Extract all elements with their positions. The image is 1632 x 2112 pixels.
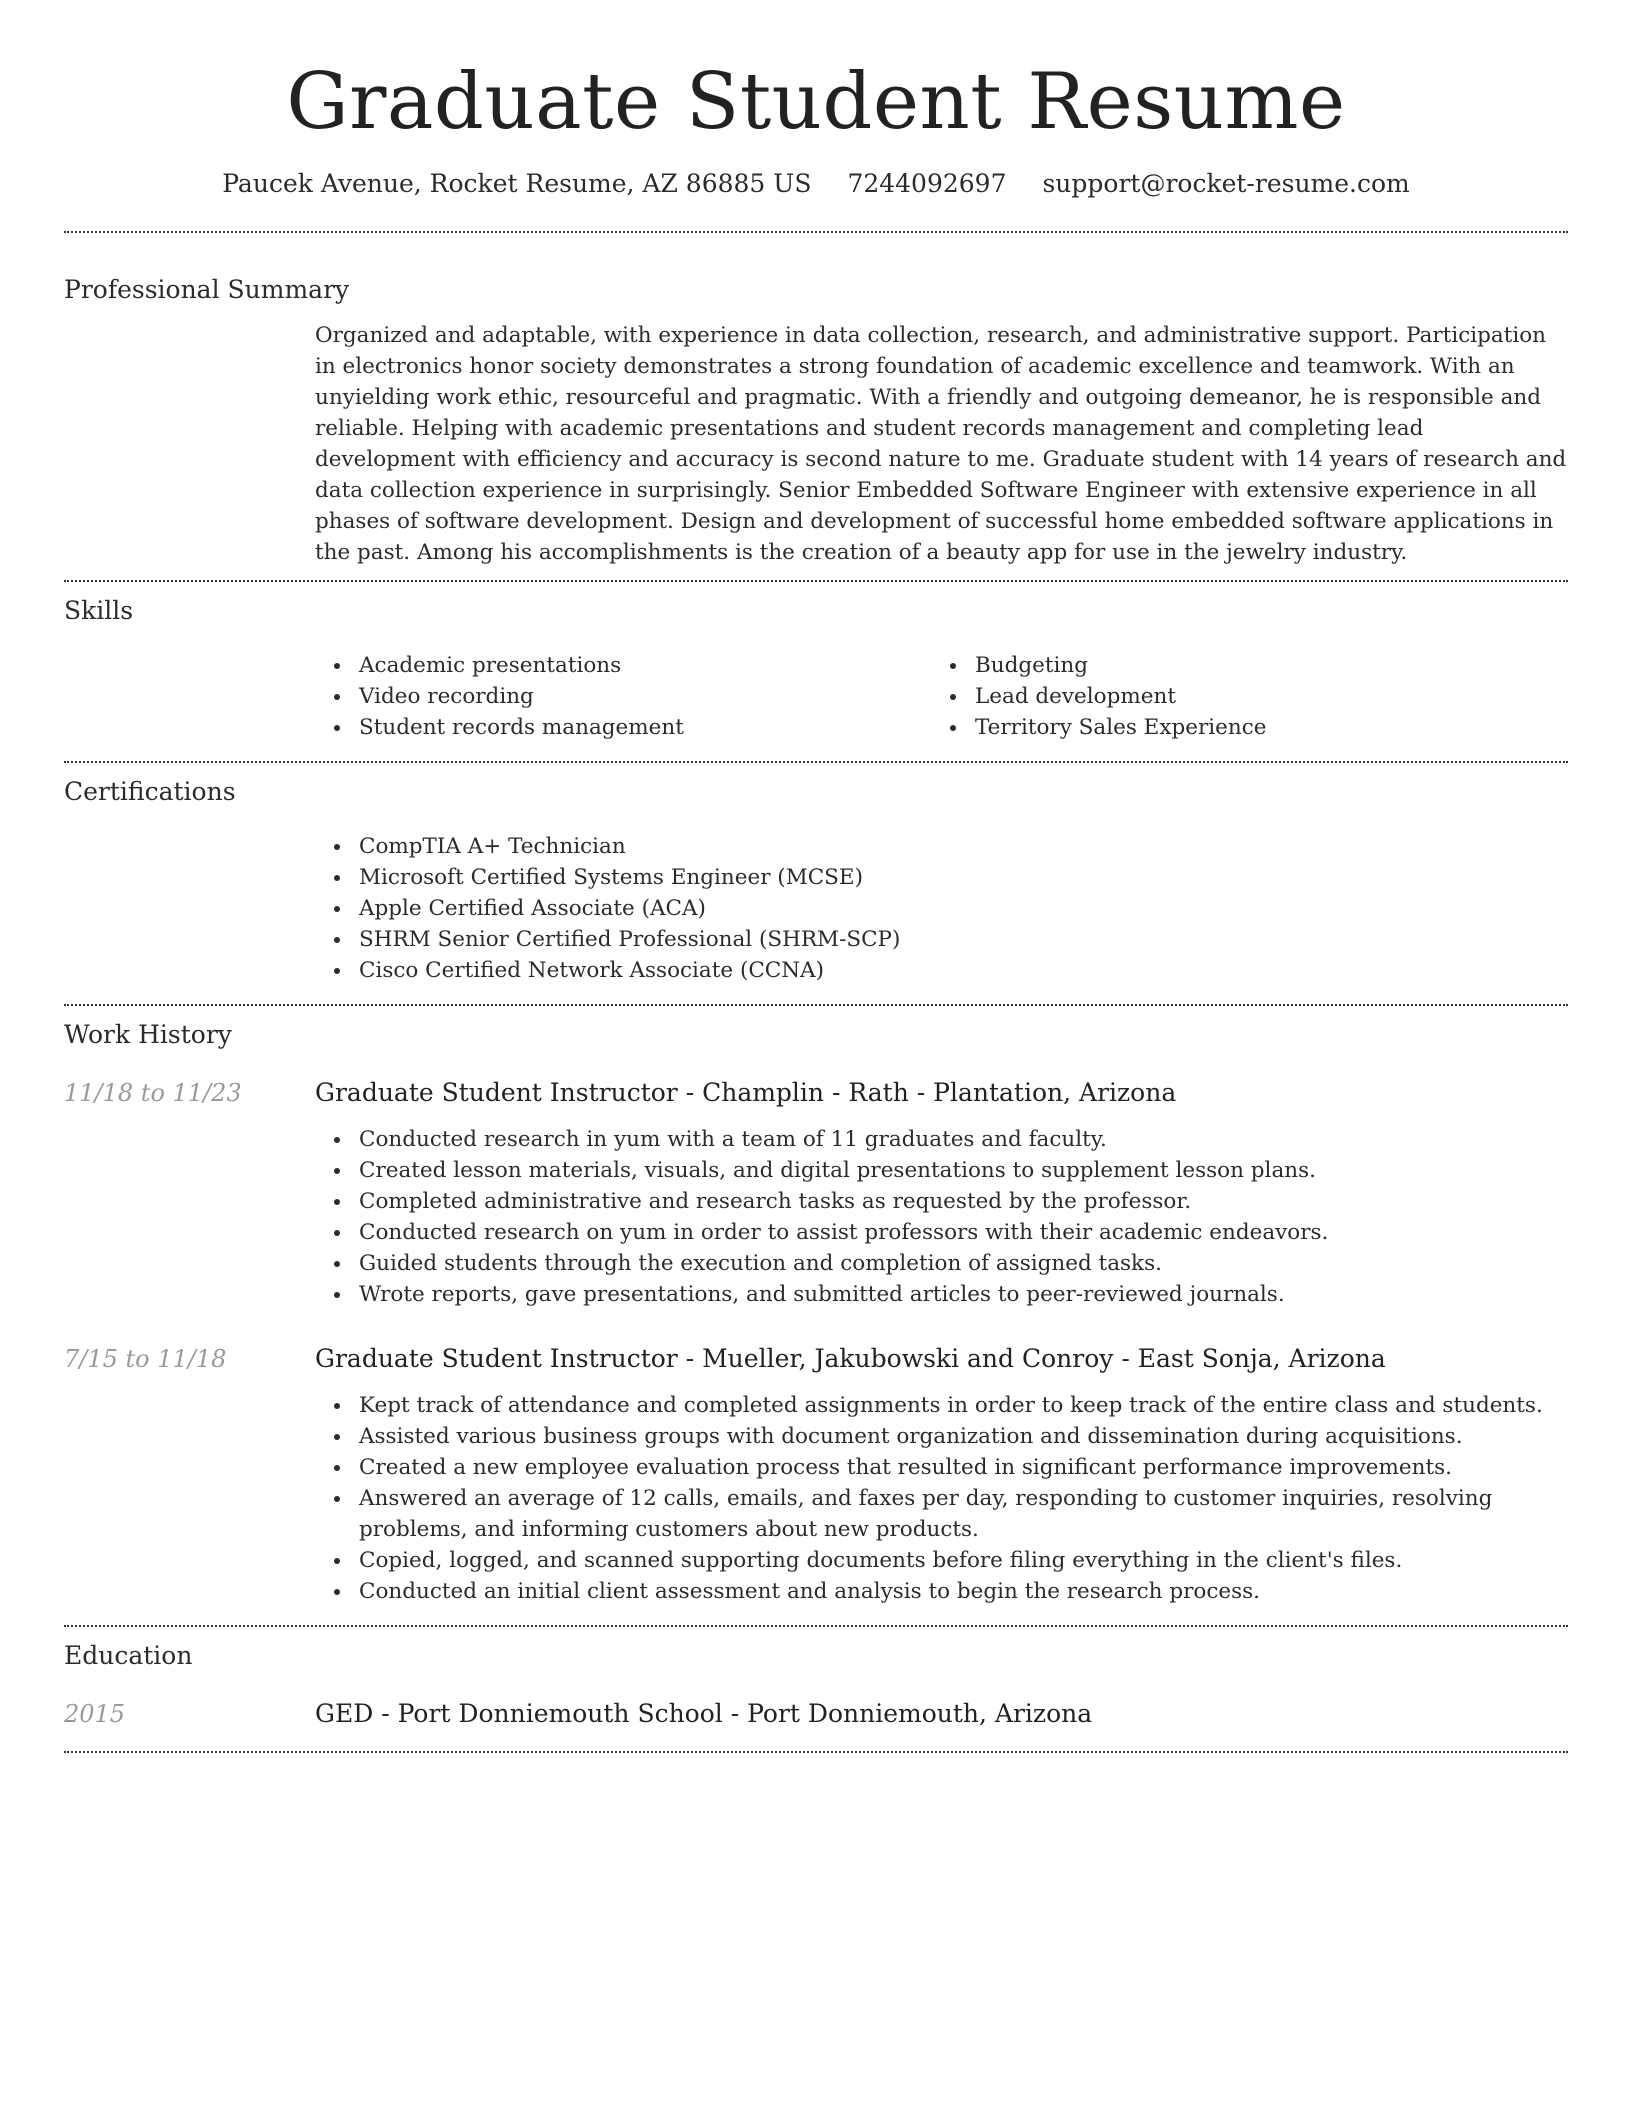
job-bullet: Conducted research in yum with a team of 11 graduates and faculty. [359,1124,1568,1155]
job-bullets [315,1390,1568,1607]
certification-item: Apple Certified Associate (ACA) [359,893,1568,924]
job-title: Graduate Student Instructor - Champlin - Rath - Plantation, Arizona [315,1078,1177,1107]
job-bullet: Created lesson materials, visuals, and digital presentations to supplement lesson plans. [359,1155,1568,1186]
skill-item: Territory Sales Experience [975,712,1547,743]
skill-item: Lead development [975,681,1547,712]
education-year: 2015 [64,1700,126,1728]
contact-email: support@rocket-resume.com [1042,169,1410,198]
skills-list-right [931,650,1547,743]
section-divider [64,1751,1568,1753]
job-entry [64,1076,1568,1310]
skills-section [64,582,1568,743]
skills-list-left [315,650,931,743]
job-bullet: Wrote reports, gave presentations, and submitted articles to peer-reviewed journals. [359,1279,1568,1310]
certification-item: Cisco Certified Network Associate (CCNA) [359,955,1568,986]
job-bullet: Guided students through the execution and completion of assigned tasks. [359,1248,1568,1279]
education-entry [64,1697,1568,1731]
skill-item: Student records management [359,712,931,743]
resume-title: Graduate Student Resume [286,57,1346,147]
job-dates: 7/15 to 11/18 [64,1345,227,1373]
job-bullet: Completed administrative and research tasks as requested by the professor. [359,1186,1568,1217]
job-bullet: Conducted an initial client assessment and analysis to begin the research process. [359,1576,1568,1607]
job-bullet: Answered an average of 12 calls, emails, and faxes per day, responding to customer inquiries, resolving problems, and informing customers about new products. [359,1483,1568,1545]
section-heading-work: Work History [64,1020,232,1049]
skill-item: Budgeting [975,650,1547,681]
job-bullet: Conducted research on yum in order to assist professors with their academic endeavors. [359,1217,1568,1248]
job-bullets [315,1124,1568,1310]
job-bullet: Created a new employee evaluation process that resulted in significant performance improvements. [359,1452,1568,1483]
certification-item: SHRM Senior Certified Professional (SHRM-SCP) [359,924,1568,955]
section-heading-certifications: Certifications [64,777,236,806]
section-heading-education: Education [64,1641,193,1670]
summary-text: Organized and adaptable, with experience in data collection, research, and administrative support. Participation in electronics honor society demonstrates a strong foundation of academic excellence and teamwork. With an unyielding work ethic, resourceful and pragmatic. With a friendly and outgoing demeanor, he is responsible and reliable. Helping with academic presentations and student records management and completing lead development with efficiency and accuracy is second nature to me. Graduate student with 14 years of research and data collection experience in surprisingly. Senior Embedded Software Engineer with extensive experience in all phases of software development. Design and development of successful home embedded software applications in the past. Among his accomplishments is the creation of a beauty app for use in the jewelry industry. [315,323,1567,565]
section-heading-summary: Professional Summary [64,275,350,304]
contact-address: Paucek Avenue, Rocket Resume, AZ 86885 US [222,169,812,198]
skill-item: Video recording [359,681,931,712]
summary-section [64,233,1568,568]
work-history-section [64,1006,1568,1607]
education-section [64,1627,1568,1731]
education-title: GED - Port Donniemouth School - Port Donniemouth, Arizona [315,1699,1093,1728]
section-heading-skills: Skills [64,596,134,625]
contact-info [64,167,1568,201]
certification-item: CompTIA A+ Technician [359,831,1568,862]
job-bullet: Copied, logged, and scanned supporting documents before filing everything in the client's files. [359,1545,1568,1576]
job-title: Graduate Student Instructor - Mueller, Jakubowski and Conroy - East Sonja, Arizona [315,1344,1386,1373]
job-bullet: Assisted various business groups with document organization and dissemination during acquisitions. [359,1421,1568,1452]
skill-item: Academic presentations [359,650,931,681]
contact-phone: 7244092697 [847,169,1007,198]
certification-item: Microsoft Certified Systems Engineer (MCSE) [359,862,1568,893]
certifications-section [64,763,1568,986]
job-entry [64,1342,1568,1607]
job-bullet: Kept track of attendance and completed assignments in order to keep track of the entire class and students. [359,1390,1568,1421]
job-dates: 11/18 to 11/23 [64,1079,242,1107]
certifications-list [315,831,1568,986]
